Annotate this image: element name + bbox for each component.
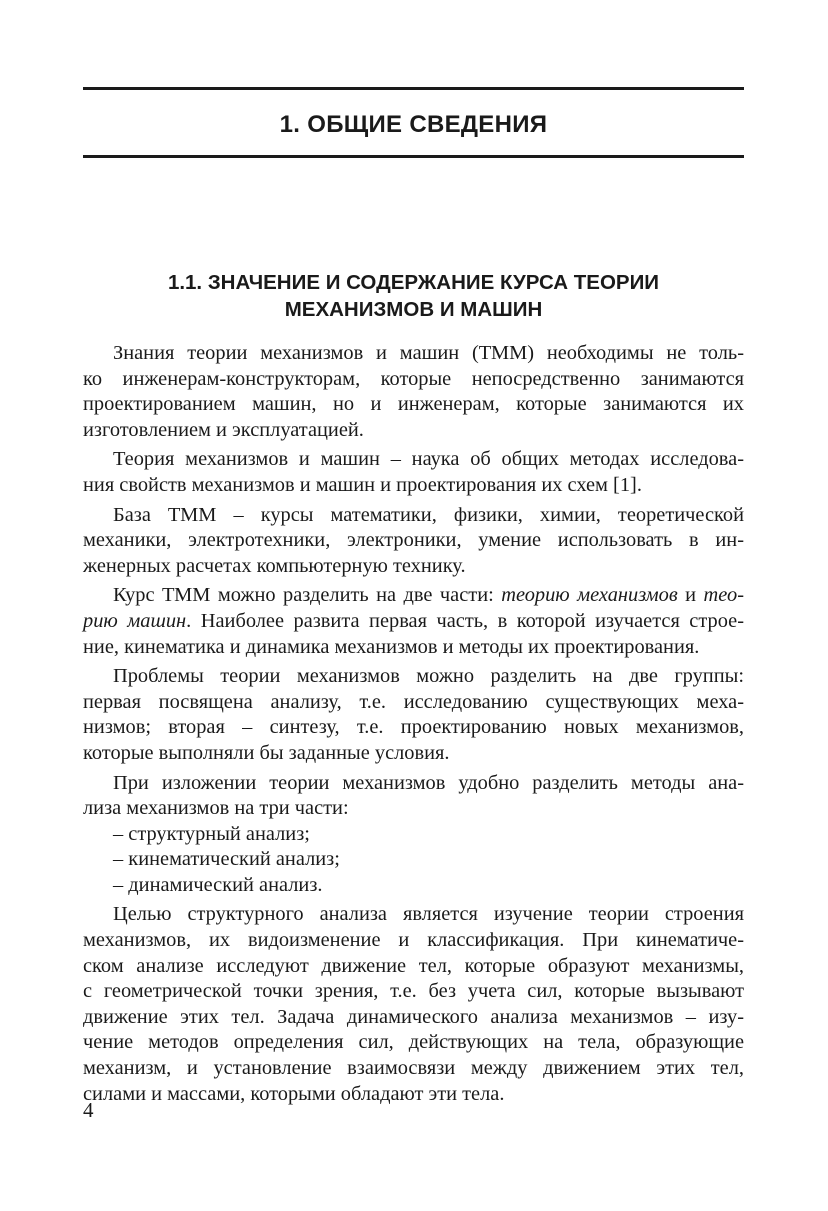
list-item: – кинематический анализ; [113,848,340,871]
text-line: База ТММ – курсы математики, физики, химии, теоретической [113,503,744,526]
body-text [83,341,744,1111]
text-line: ния свойств механизмов и машин и проектирования их схем [1]. [83,473,642,496]
text-line: Теория механизмов и машин – наука об общих методах исследова- [113,448,744,471]
text-line: ние, кинематика и динамика механизмов и методы их проектирования. [83,635,700,658]
bullet-list [83,822,744,899]
list-item: – структурный анализ; [113,822,310,845]
text-line: ко инженерам-конструкторам, которые непосредственно занимаются [83,367,744,390]
paragraph [83,664,744,766]
text-line: движение этих тел. Задача динамического анализа механизмов – изу- [83,1005,744,1028]
text-line: лиза механизмов на три части: [83,797,349,820]
paragraph [83,447,744,498]
text-line: силами и массами, которыми обладают эти тела. [83,1082,505,1105]
italic-term: тео- [703,584,745,607]
text-line: первая посвящена анализу, т.е. исследованию существующих меха- [83,690,744,713]
text-line [83,609,744,635]
italic-term: рию машин [83,609,187,632]
paragraph [83,503,744,580]
text-line: изготовлением и эксплуатацией. [83,418,364,441]
paragraph [83,583,744,660]
list-item: – динамический анализ. [113,873,323,896]
text-line: механизм, и установление взаимосвязи между движением этих тел, [83,1057,744,1080]
text-line: механизмов, их видоизменение и классификация. При кинематиче- [83,929,744,952]
text-line: механики, электротехники, электроники, умение использовать в ин- [83,529,744,552]
section-title [83,269,744,323]
text-line: с геометрической точки зрения, т.е. без учета сил, которые вызывают [83,980,744,1003]
text-line: При изложении теории механизмов удобно разделить методы ана- [113,771,744,794]
text-line: Проблемы теории механизмов можно разделить на две группы: [113,665,744,688]
chapter-rule-top [83,87,744,90]
section-title-line: МЕХАНИЗМОВ И МАШИН [284,298,543,321]
paragraph [83,902,744,1107]
paragraph [83,771,744,822]
text-run: . Наиболее развита первая часть, в которой изучается строе- [186,609,744,632]
document-page [83,0,744,1211]
section-title-line: 1.1. ЗНАЧЕНИЕ И СОДЕРЖАНИЕ КУРСА ТЕОРИИ [167,271,660,294]
italic-term: теорию механизмов [501,584,678,607]
text-line: низмов; вторая – синтезу, т.е. проектированию новых механизмов, [83,716,744,739]
text-line: Целью структурного анализа является изучение теории строения [113,903,744,926]
text-line: которые выполняли бы заданные условия. [83,741,450,764]
chapter-rule-bottom [83,155,744,158]
text-line: проектированием машин, но и инженерам, которые занимаются их [83,393,744,416]
text-line: женерных расчетах компьютерную технику. [83,554,466,577]
chapter-title: 1. ОБЩИЕ СВЕДЕНИЯ [279,111,548,138]
text-line: Знания теории механизмов и машин (ТММ) необходимы не толь- [113,342,744,364]
text-line: чение методов определения сил, действующих на тела, образующие [83,1031,744,1054]
text-line: ском анализе исследуют движение тел, которые образуют механизмы, [83,954,744,977]
page-number: 4 [83,1098,94,1122]
text-run: и [677,584,704,607]
paragraph [83,341,744,443]
text-run: Курс ТММ можно разделить на две части: [113,584,502,607]
text-line [83,583,744,609]
